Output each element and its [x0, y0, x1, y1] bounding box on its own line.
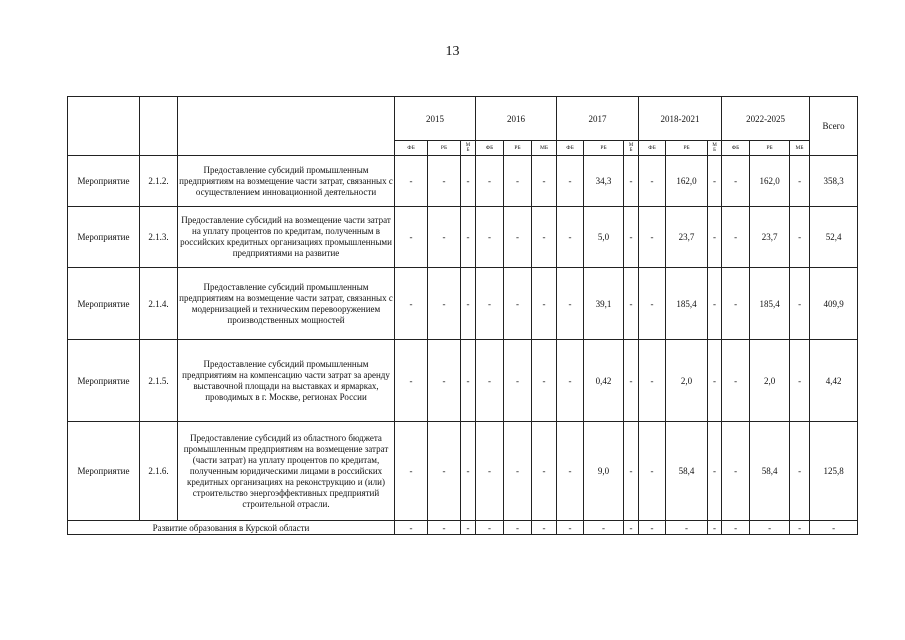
section-value: -	[395, 521, 428, 535]
row-value: -	[476, 207, 504, 268]
sub-header-mb: МБ	[790, 141, 810, 156]
row-value: 185,4	[750, 268, 790, 340]
row-value: 23,7	[750, 207, 790, 268]
sub-header-fb: ФБ	[639, 141, 666, 156]
row-value: -	[639, 156, 666, 207]
header-empty-description	[178, 97, 395, 156]
row-value: -	[461, 156, 476, 207]
row-value: -	[476, 268, 504, 340]
row-value: -	[395, 340, 428, 422]
section-value: -	[666, 521, 708, 535]
row-value: -	[395, 156, 428, 207]
header-period: 2016	[476, 97, 557, 141]
budget-table	[67, 96, 858, 535]
row-value: -	[722, 268, 750, 340]
row-value: 162,0	[750, 156, 790, 207]
table-body	[68, 156, 858, 535]
section-value: -	[722, 521, 750, 535]
row-total: 4,42	[810, 340, 858, 422]
row-value: -	[428, 340, 461, 422]
row-value: -	[428, 268, 461, 340]
sub-header-fb: ФБ	[557, 141, 584, 156]
row-value: -	[428, 207, 461, 268]
row-description: Предоставление субсидий промышленным предприятиям на возмещение части затрат, связанных с осуществлением инновационной деятельности	[178, 156, 395, 207]
sub-header-mb: М Б	[461, 141, 476, 156]
row-value: -	[790, 422, 810, 521]
row-value: -	[639, 207, 666, 268]
row-type: Мероприятие	[68, 156, 140, 207]
row-value: -	[504, 207, 532, 268]
header-period: 2017	[557, 97, 639, 141]
row-value: -	[639, 268, 666, 340]
sub-header-rb: РБ	[584, 141, 624, 156]
row-value: -	[461, 340, 476, 422]
row-value: -	[624, 340, 639, 422]
row-value: -	[476, 156, 504, 207]
row-value: -	[708, 340, 722, 422]
row-value: -	[722, 156, 750, 207]
sub-header-rb: РБ	[750, 141, 790, 156]
row-value: -	[395, 268, 428, 340]
header-period: 2022-2025	[722, 97, 810, 141]
row-value: -	[532, 207, 557, 268]
row-description: Предоставление субсидий промышленным предприятиям на компенсацию части затрат за аренду выставочной площади на выставках и ярмарках, проводимых в г. Москве, регионах России	[178, 340, 395, 422]
row-total: 52,4	[810, 207, 858, 268]
row-value: 2,0	[750, 340, 790, 422]
section-value: -	[428, 521, 461, 535]
row-value: -	[461, 422, 476, 521]
section-value: -	[624, 521, 639, 535]
table-row	[68, 207, 858, 268]
row-description: Предоставление субсидий промышленным предприятиям на возмещение части затрат, связанных с модернизацией и техническим перевооружением производственных мощностей	[178, 268, 395, 340]
header-period: 2015	[395, 97, 476, 141]
row-value: -	[708, 207, 722, 268]
row-value: -	[504, 340, 532, 422]
row-type: Мероприятие	[68, 207, 140, 268]
row-value: -	[504, 422, 532, 521]
section-value: -	[532, 521, 557, 535]
section-total: -	[810, 521, 858, 535]
row-value: 2,0	[666, 340, 708, 422]
row-value: -	[428, 156, 461, 207]
row-code: 2.1.4.	[140, 268, 178, 340]
row-code: 2.1.3.	[140, 207, 178, 268]
row-value: -	[557, 340, 584, 422]
row-code: 2.1.6.	[140, 422, 178, 521]
row-value: -	[461, 207, 476, 268]
row-value: 58,4	[666, 422, 708, 521]
row-value: -	[395, 207, 428, 268]
row-value: -	[708, 268, 722, 340]
row-value: -	[790, 268, 810, 340]
row-total: 125,8	[810, 422, 858, 521]
header-empty-code	[140, 97, 178, 156]
row-value: -	[722, 422, 750, 521]
header-total: Всего	[810, 97, 858, 156]
row-value: 162,0	[666, 156, 708, 207]
row-value: 58,4	[750, 422, 790, 521]
header-period: 2018-2021	[639, 97, 722, 141]
section-value: -	[476, 521, 504, 535]
row-total: 409,9	[810, 268, 858, 340]
row-value: -	[557, 207, 584, 268]
row-value: -	[532, 422, 557, 521]
row-value: -	[639, 422, 666, 521]
section-value: -	[557, 521, 584, 535]
section-title: Развитие образования в Курской области	[68, 521, 395, 535]
section-value: -	[461, 521, 476, 535]
row-value: 185,4	[666, 268, 708, 340]
row-type: Мероприятие	[68, 340, 140, 422]
row-value: -	[476, 340, 504, 422]
row-description: Предоставление субсидий из областного бюджета промышленным предприятиям на возмещение затрат (части затрат) на уплату процентов по кредитам, полученным юридическими лицами в российских кредитных организациях на реконструкцию и (или) строительство энергоэффективных предприятий строительной отрасли.	[178, 422, 395, 521]
row-total: 358,3	[810, 156, 858, 207]
row-value: -	[557, 422, 584, 521]
row-value: -	[504, 268, 532, 340]
row-value: -	[476, 422, 504, 521]
row-value: -	[395, 422, 428, 521]
row-value: -	[624, 422, 639, 521]
row-value: -	[624, 156, 639, 207]
table-row	[68, 156, 858, 207]
table-row	[68, 340, 858, 422]
row-value: -	[532, 268, 557, 340]
row-value: -	[504, 156, 532, 207]
row-value: -	[639, 340, 666, 422]
sub-header-fb: ФБ	[476, 141, 504, 156]
section-value: -	[504, 521, 532, 535]
sub-header-rb: РБ	[504, 141, 532, 156]
row-value: -	[790, 156, 810, 207]
sub-header-fb: ФБ	[722, 141, 750, 156]
row-value: -	[532, 156, 557, 207]
sub-header-mb: М Б	[708, 141, 722, 156]
row-type: Мероприятие	[68, 268, 140, 340]
row-type: Мероприятие	[68, 422, 140, 521]
section-row	[68, 521, 858, 535]
row-value: -	[428, 422, 461, 521]
row-code: 2.1.5.	[140, 340, 178, 422]
row-value: -	[557, 156, 584, 207]
row-value: -	[624, 207, 639, 268]
row-value: -	[722, 340, 750, 422]
row-value: 34,3	[584, 156, 624, 207]
row-value: 0,42	[584, 340, 624, 422]
table-row	[68, 268, 858, 340]
section-value: -	[639, 521, 666, 535]
row-value: -	[624, 268, 639, 340]
row-value: -	[708, 156, 722, 207]
header-empty-type	[68, 97, 140, 156]
row-value: -	[532, 340, 557, 422]
row-description: Предоставление субсидий на возмещение части затрат на уплату процентов по кредитам, полученным в российских кредитных организациях промышленными предприятиями на развитие	[178, 207, 395, 268]
section-value: -	[584, 521, 624, 535]
sub-header-mb: М Б	[624, 141, 639, 156]
row-value: 9,0	[584, 422, 624, 521]
row-code: 2.1.2.	[140, 156, 178, 207]
section-value: -	[708, 521, 722, 535]
section-value: -	[790, 521, 810, 535]
page-number: 13	[445, 44, 460, 59]
sub-header-rb: РБ	[428, 141, 461, 156]
row-value: 5,0	[584, 207, 624, 268]
row-value: -	[790, 207, 810, 268]
row-value: -	[461, 268, 476, 340]
row-value: -	[722, 207, 750, 268]
row-value: 23,7	[666, 207, 708, 268]
row-value: -	[790, 340, 810, 422]
sub-header-rb: РБ	[666, 141, 708, 156]
row-value: -	[708, 422, 722, 521]
sub-header-mb: МБ	[532, 141, 557, 156]
row-value: 39,1	[584, 268, 624, 340]
table-row	[68, 422, 858, 521]
row-value: -	[557, 268, 584, 340]
sub-header-fb: ФБ	[395, 141, 428, 156]
section-value: -	[750, 521, 790, 535]
